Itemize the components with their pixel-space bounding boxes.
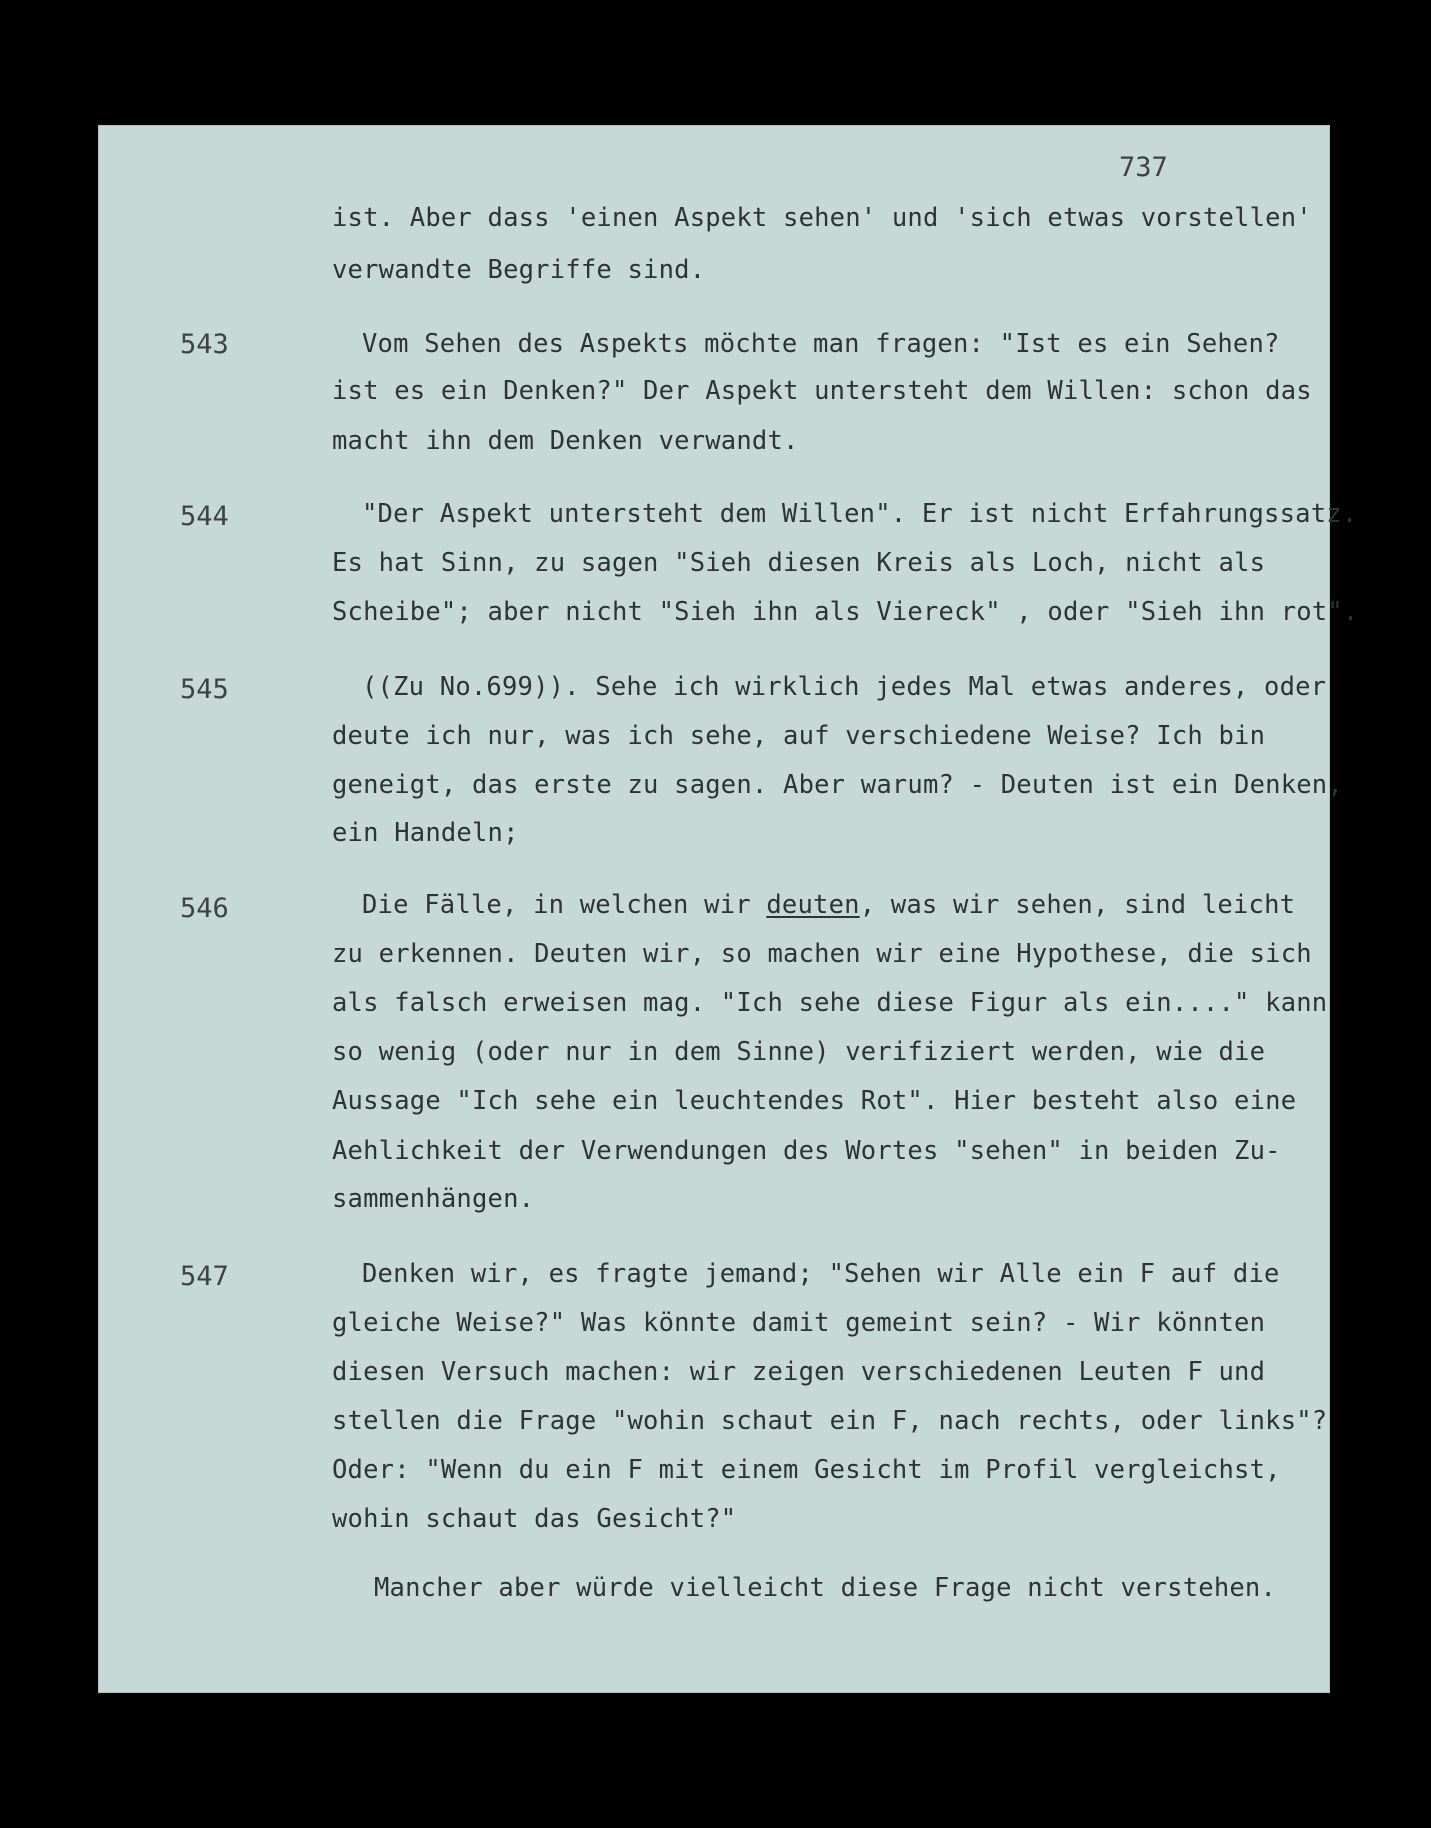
page-number: 737 [1119,152,1168,183]
section-number: 545 [180,674,229,705]
section-line [362,890,1295,920]
section-text: Die Fälle, in welchen wir [362,890,767,920]
section-line: sammenhängen. [332,1184,535,1214]
section-line: deute ich nur, was ich sehe, auf verschiedene Weise? Ich bin [332,721,1266,751]
section-line: ein Handeln; [332,818,519,848]
section-number: 543 [180,329,229,360]
section-line: Scheibe"; aber nicht "Sieh ihn als Viereck" , oder "Sieh ihn rot". [332,597,1359,627]
section-line: Vom Sehen des Aspekts möchte man fragen: "Ist es ein Sehen? [362,329,1280,359]
section-line: ((Zu No.699)). Sehe ich wirklich jedes Mal etwas anderes, oder [362,672,1327,702]
section-number: 544 [180,501,229,532]
section-number: 547 [180,1261,229,1292]
underlined-word: deuten [766,890,860,920]
intro-line: verwandte Begriffe sind. [332,255,706,285]
section-line: macht ihn dem Denken verwandt. [332,426,799,456]
section-line: stellen die Frage "wohin schaut ein F, nach rechts, oder links"? [332,1406,1328,1436]
section-line: Aussage "Ich sehe ein leuchtendes Rot". Hier besteht also eine [332,1086,1297,1116]
intro-line: ist. Aber dass 'einen Aspekt sehen' und 'sich etwas vorstellen' [332,203,1312,233]
section-line: gleiche Weise?" Was könnte damit gemeint sein? - Wir könnten [332,1308,1266,1338]
section-line: Mancher aber würde vielleicht diese Frage nicht verstehen. [374,1573,1277,1603]
section-text: , was wir sehen, sind leicht [859,890,1296,920]
section-line: Es hat Sinn, zu sagen "Sieh diesen Kreis als Loch, nicht als [332,548,1266,578]
section-line: Denken wir, es fragte jemand; "Sehen wir Alle ein F auf die [362,1259,1280,1289]
section-line: Oder: "Wenn du ein F mit einem Gesicht im Profil vergleichst, [332,1455,1281,1485]
section-line: diesen Versuch machen: wir zeigen verschiedenen Leuten F und [332,1357,1266,1387]
section-line: "Der Aspekt untersteht dem Willen". Er ist nicht Erfahrungssatz. [362,499,1358,529]
section-line: zu erkennen. Deuten wir, so machen wir eine Hypothese, die sich [332,939,1312,969]
section-line: geneigt, das erste zu sagen. Aber warum? - Deuten ist ein Denken, [332,770,1343,800]
section-line: ist es ein Denken?" Der Aspekt untersteht dem Willen: schon das [332,376,1312,406]
section-line: Aehlichkeit der Verwendungen des Wortes "sehen" in beiden Zu- [332,1136,1281,1166]
section-number: 546 [180,893,229,924]
section-line: als falsch erweisen mag. "Ich sehe diese Figur als ein...." kann [332,988,1328,1018]
section-line: wohin schaut das Gesicht?" [332,1504,737,1534]
section-line: so wenig (oder nur in dem Sinne) verifiziert werden, wie die [332,1037,1266,1067]
